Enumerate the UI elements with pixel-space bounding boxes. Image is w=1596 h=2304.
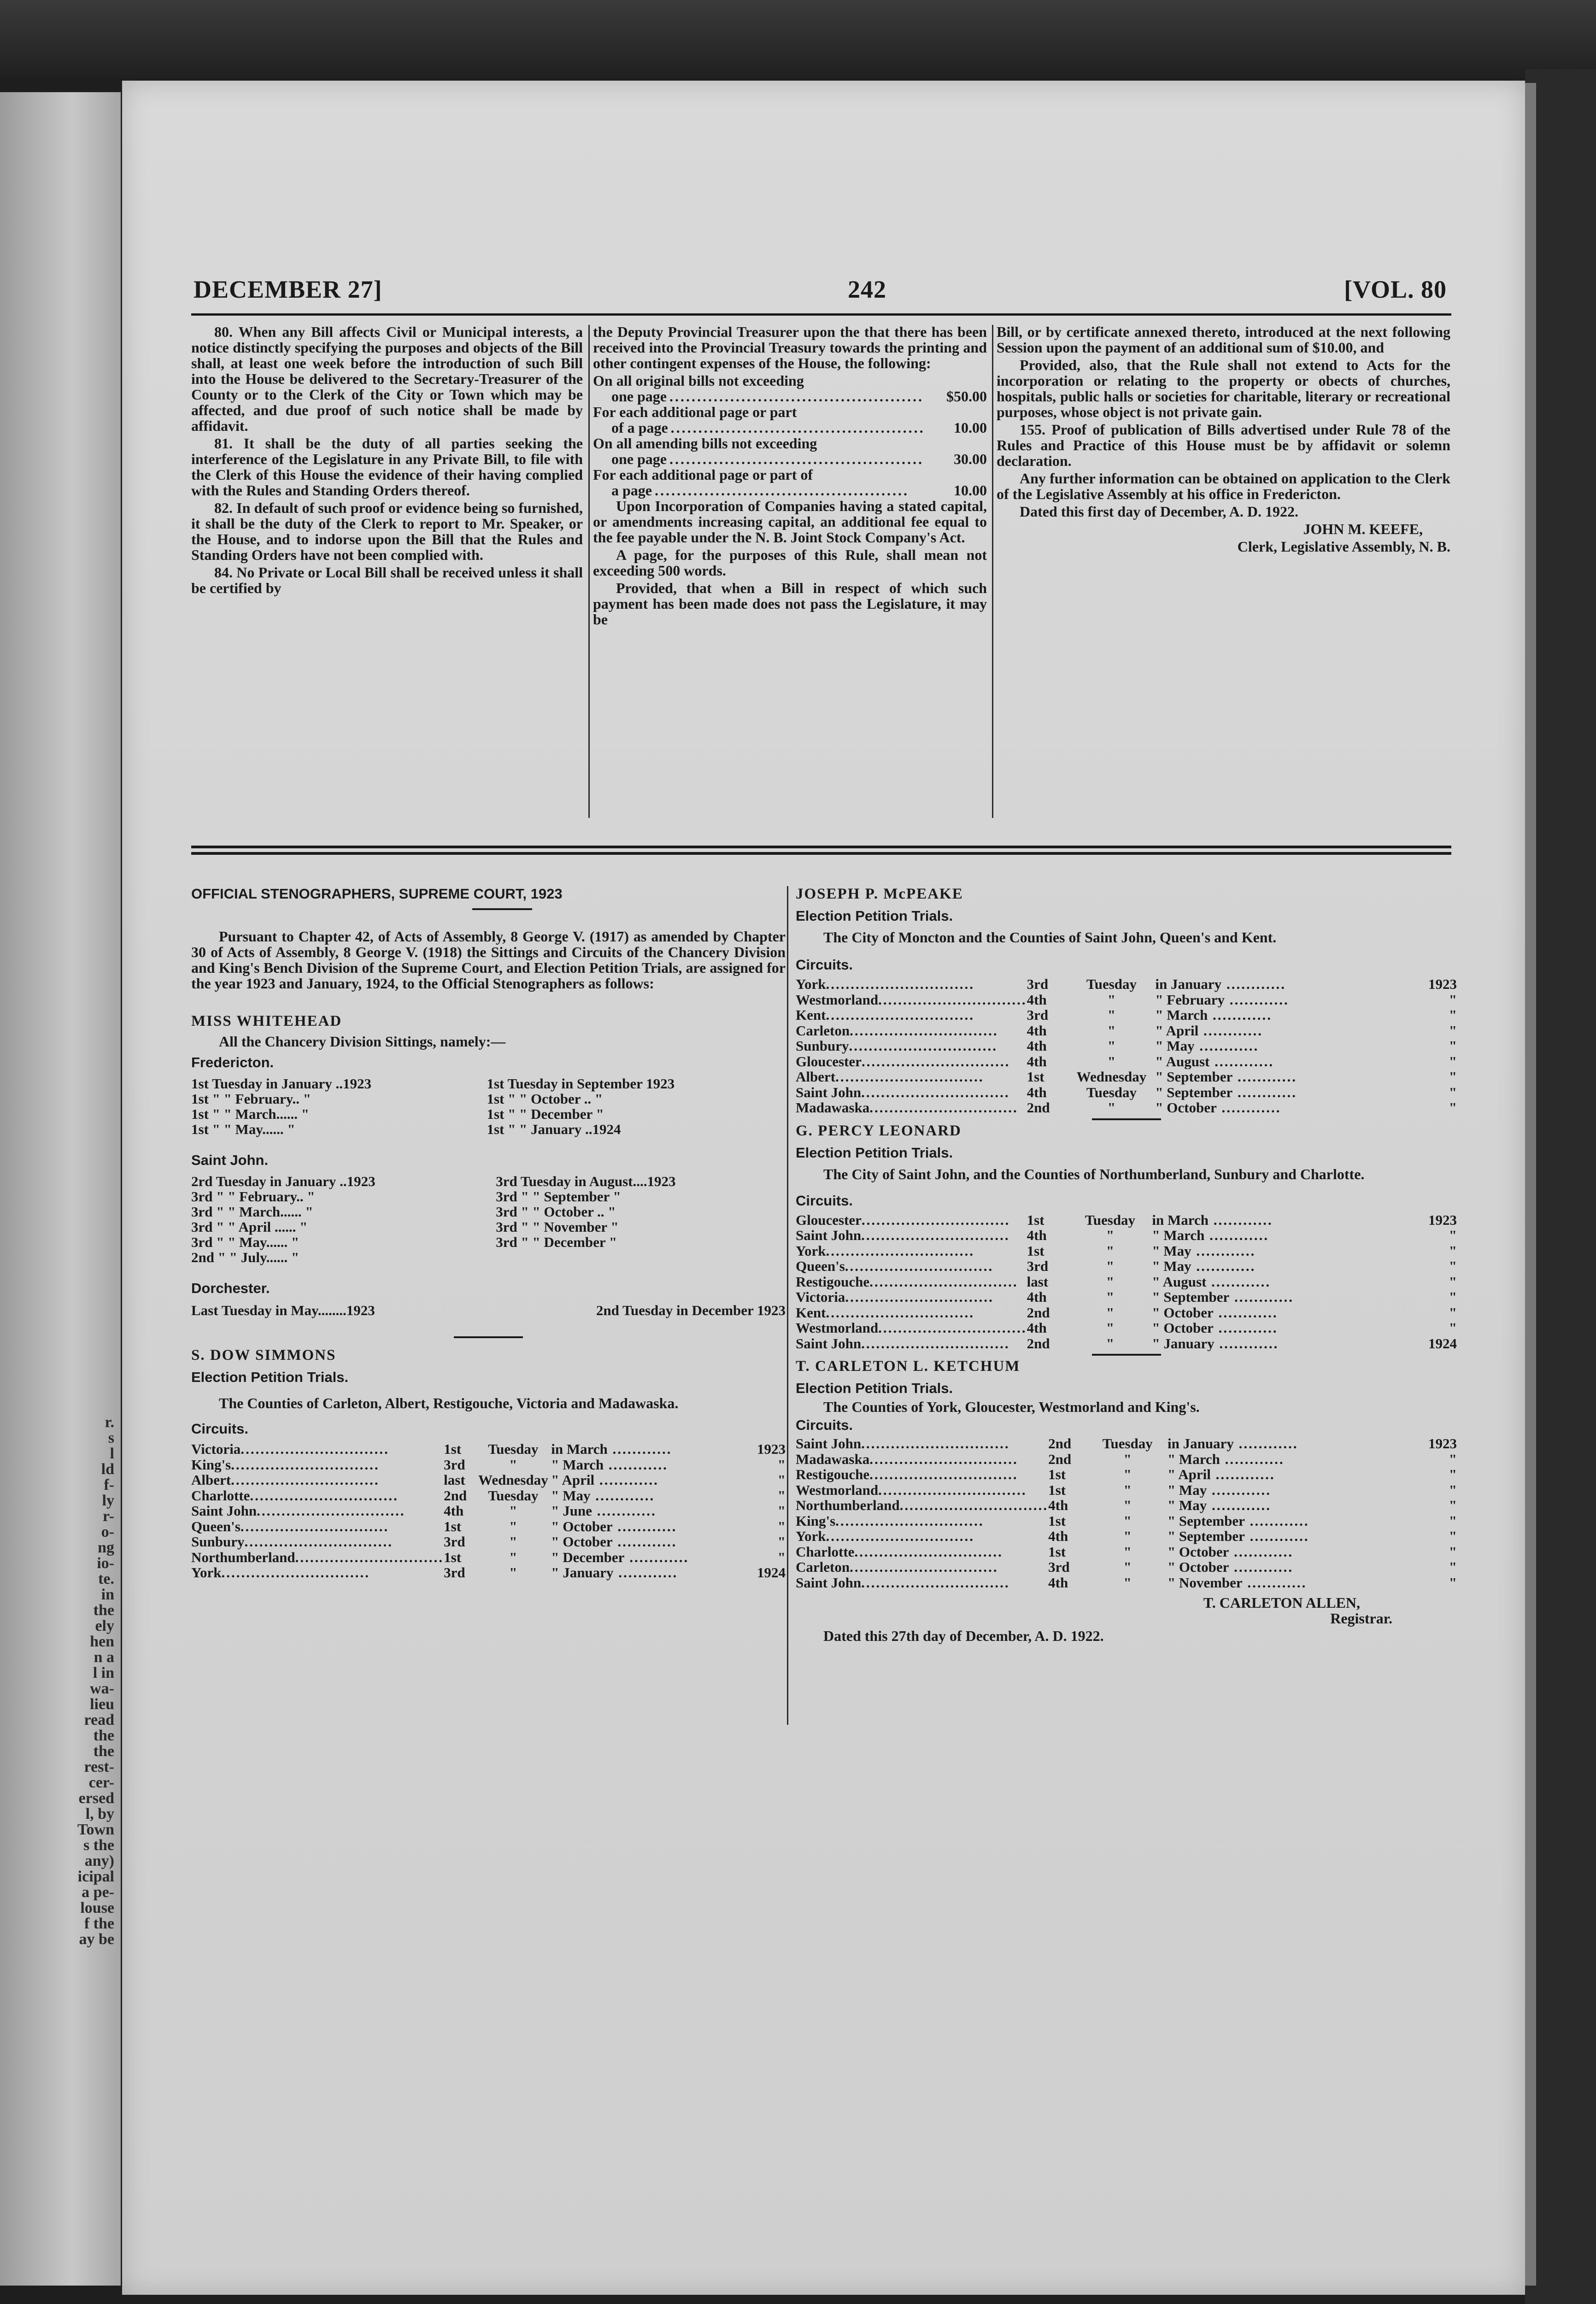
leonard-counties: The City of Saint John, and the Counties of Northumberland, Sunbury and Charlotte. bbox=[823, 1165, 1365, 1182]
previous-page-fragment: ersed bbox=[78, 1790, 114, 1807]
stenographers-intro: Pursuant to Chapter 42, of Acts of Assembly, 8 George V. (1917) as amended by Chapter 30 of Acts of Assembly, 8 George V. (1918) the Sittings and Circuits of the Chancery Division and King's Bench Division of the Supreme Court, and Election Petition Trials, are assigned for the year 1923 and January, 1924, to the Official Stenographers as follows: bbox=[191, 928, 786, 992]
bill-continuation: Bill, or by certificate annexed thereto, introduced at the next following Session upon the payment of an additional sum of $10.00, and bbox=[997, 323, 1450, 356]
rule-155: 155. Proof of publication of Bills advertised under Rule 78 of the Rules and Practice of this House must be by affidavit or solemn declaration. bbox=[997, 421, 1450, 469]
circuit-row: Saint John.............................. 4th " " November ............ " bbox=[796, 1575, 1457, 1590]
circuit-row: King's.............................. 3rd " " March ............ " bbox=[191, 1457, 786, 1472]
previous-page-fragment: io- bbox=[97, 1555, 114, 1572]
circuit-row: Albert.............................. last Wednesday " April ............ " bbox=[191, 1472, 786, 1488]
page-definition: A page, for the purposes of this Rule, shall mean not exceeding 500 words. bbox=[593, 547, 987, 579]
circuit-row: Westmorland.............................. 4th " " October ............ " bbox=[796, 1320, 1457, 1336]
circuit-row: Northumberland.............................. 4th " " May ............ " bbox=[796, 1498, 1457, 1513]
proviso: Provided, that when a Bill in respect of which such payment has been made does not pass the Legislature, it may be bbox=[593, 580, 987, 628]
circuit-row: York.............................. 3rd Tuesday in January ............ 1923 bbox=[796, 976, 1457, 992]
header-rule bbox=[191, 313, 1451, 316]
previous-page-fragment: hen bbox=[90, 1633, 114, 1650]
circuit-row: Gloucester.............................. 4th " " August ............ " bbox=[796, 1053, 1457, 1069]
circuit-row: Queen's.............................. 1st " " October ............ " bbox=[191, 1518, 786, 1534]
previous-page-fragment: l, by bbox=[85, 1805, 114, 1822]
previous-page-fragment: o- bbox=[101, 1523, 114, 1540]
mcpeake-counties: The City of Moncton and the Counties of Saint John, Queen's and Kent. bbox=[823, 929, 1277, 946]
circuit-row: York.............................. 1st " " May ............ " bbox=[796, 1243, 1457, 1258]
column-separator-2 bbox=[992, 325, 993, 818]
previous-page-fragment: cer- bbox=[88, 1774, 114, 1791]
circuit-row: Charlotte.............................. 2nd Tuesday " May ............ " bbox=[191, 1487, 786, 1503]
previous-page-fragment: f the bbox=[84, 1915, 114, 1932]
circuit-row: Sunbury.............................. 3rd " " October ............ " bbox=[191, 1534, 786, 1550]
section-divider-bottom bbox=[191, 852, 1451, 855]
leonard-name: G. PERCY LEONARD bbox=[796, 1122, 962, 1139]
section-divider-top bbox=[191, 846, 1451, 848]
circuit-row: Saint John.............................. 2nd Tuesday in January ............ 1923 bbox=[796, 1436, 1457, 1452]
simmons-circuits bbox=[191, 1441, 786, 1581]
simmons-counties: The Counties of Carleton, Albert, Restigouche, Victoria and Madawaska. bbox=[219, 1395, 679, 1411]
previous-page-fragment: a pe- bbox=[82, 1884, 114, 1901]
circuit-row: Kent.............................. 3rd " " March ............ " bbox=[796, 1007, 1457, 1023]
schedule-row: 1st " " March...... " 1st " " December " bbox=[191, 1106, 604, 1122]
previous-page-fragment: ng bbox=[98, 1539, 114, 1556]
saint-john-schedule bbox=[191, 1174, 786, 1265]
incorporation-fee: Upon Incorporation of Companies having a stated capital, or amendments increasing capital, an additional fee equal to the fee payable under the N. B. Joint Stock Company's Act. bbox=[593, 498, 987, 546]
circuit-row: Gloucester.............................. 1st Tuesday in March ............ 1923 bbox=[796, 1212, 1457, 1228]
previous-page-fragment: r. bbox=[105, 1414, 114, 1431]
schedule-row: 3rd " " April ...... " 3rd " " November " bbox=[191, 1219, 619, 1235]
previous-page-fragment: r- bbox=[102, 1508, 114, 1525]
simmons-name: S. DOW SIMMONS bbox=[191, 1347, 336, 1364]
previous-page-fragment: any) bbox=[84, 1852, 114, 1869]
dorchester-heading: Dorchester. bbox=[191, 1280, 270, 1296]
ketchum-circuits-heading: Circuits. bbox=[796, 1417, 853, 1433]
simmons-circuits-heading: Circuits. bbox=[191, 1421, 249, 1437]
previous-page-fragment: louse bbox=[80, 1899, 114, 1916]
dated-line: Dated this first day of December, A. D. 1922. bbox=[1020, 503, 1298, 520]
previous-page-fragment: wa- bbox=[90, 1680, 114, 1697]
previous-page-fragment: s bbox=[108, 1429, 114, 1446]
fredericton-schedule bbox=[191, 1076, 786, 1137]
mcpeake-circuits bbox=[796, 976, 1457, 1116]
mcpeake-circuits-heading: Circuits. bbox=[796, 957, 853, 973]
previous-page-fragment: ld bbox=[101, 1461, 114, 1478]
schedule-row: 3rd " " February.. " 3rd " " September " bbox=[191, 1188, 621, 1205]
rules-column-3 bbox=[997, 324, 1450, 556]
circuit-row: Madawaska.............................. 2nd " " March ............ " bbox=[796, 1451, 1457, 1467]
circuit-row: Victoria.............................. 1st Tuesday in March ............ 1923 bbox=[191, 1441, 786, 1457]
circuit-row: Albert.............................. 1st Wednesday " September ............ " bbox=[796, 1069, 1457, 1085]
registrar-dated: Dated this 27th day of December, A. D. 1922. bbox=[823, 1628, 1104, 1644]
signature-name: JOHN M. KEEFE, bbox=[1303, 521, 1423, 537]
scan-border-top bbox=[0, 0, 1596, 78]
dorchester-schedule: Last Tuesday in May........1923 2nd Tuesday in December 1923 bbox=[191, 1302, 786, 1318]
previous-page-edge bbox=[0, 92, 121, 2286]
ketchum-name: T. CARLETON L. KETCHUM bbox=[796, 1358, 1021, 1375]
header-page-number: 242 bbox=[848, 276, 886, 303]
proviso-also: Provided, also, that the Rule shall not extend to Acts for the incorporation or relating to the property or obects of churches, hospitals, public halls or societies for charitable, literary or recreational purposes, whose object is not private gain. bbox=[997, 357, 1450, 420]
schedule-row: 1st " " May...... " 1st " " January ..1924 bbox=[191, 1121, 621, 1137]
previous-page-fragment: Town bbox=[77, 1821, 114, 1838]
circuit-row: Victoria.............................. 4th " " September ............ " bbox=[796, 1289, 1457, 1305]
leonard-circuits bbox=[796, 1212, 1457, 1352]
previous-page-fragment: the bbox=[93, 1727, 114, 1744]
circuit-row: Saint John.............................. 4th " " June ............ " bbox=[191, 1503, 786, 1519]
registrar-title: Registrar. bbox=[1330, 1610, 1392, 1627]
circuit-row: Carleton.............................. 3rd " " October ............ " bbox=[796, 1559, 1457, 1575]
rule-84: 84. No Private or Local Bill shall be received unless it shall be certified by bbox=[191, 564, 583, 596]
schedule-row: 2rd Tuesday in January ..1923 3rd Tuesday in August....1923 bbox=[191, 1173, 676, 1189]
circuit-row: Sunbury.............................. 4th " " May ............ " bbox=[796, 1038, 1457, 1054]
previous-page-fragment: ay be bbox=[79, 1931, 114, 1948]
previous-page-fragment: icipal bbox=[77, 1868, 114, 1885]
stenographers-right-column bbox=[796, 886, 1457, 1644]
mcpeake-subtitle: Election Petition Trials. bbox=[796, 908, 953, 924]
circuit-row: Saint John.............................. 4th Tuesday " September ............ " bbox=[796, 1084, 1457, 1100]
schedule-row: 3rd " " March...... " 3rd " " October .. " bbox=[191, 1204, 616, 1220]
circuit-row: Westmorland.............................. 1st " " May ............ " bbox=[796, 1482, 1457, 1498]
previous-page-fragment: rest- bbox=[84, 1758, 114, 1775]
circuit-row: York.............................. 4th " " September ............ " bbox=[796, 1528, 1457, 1544]
circuit-row: Westmorland.............................. 4th " " February ............ " bbox=[796, 992, 1457, 1007]
previous-page-fragment: te. bbox=[98, 1570, 114, 1587]
signature-title: Clerk, Legislative Assembly, N. B. bbox=[1237, 538, 1450, 555]
circuit-row: Queen's.............................. 3rd " " May ............ " bbox=[796, 1258, 1457, 1274]
rules-column-2 bbox=[593, 324, 987, 629]
previous-page-fragment: ly bbox=[102, 1492, 114, 1509]
previous-page-fragment: l bbox=[110, 1445, 114, 1462]
stenographers-left-column bbox=[191, 886, 786, 1581]
ketchum-circuits bbox=[796, 1436, 1457, 1590]
previous-page-fragment: l in bbox=[93, 1664, 114, 1681]
whitehead-subtitle: All the Chancery Division Sittings, namely:— bbox=[219, 1033, 506, 1050]
previous-page-fragment: in bbox=[101, 1586, 114, 1603]
schedule-row: 1st " " February.. " 1st " " October .. " bbox=[191, 1091, 603, 1107]
circuit-row: Charlotte.............................. 1st " " October ............ " bbox=[796, 1544, 1457, 1559]
saint-john-heading: Saint John. bbox=[191, 1152, 269, 1168]
rule-82: 82. In default of such proof or evidence being so furnished, it shall be the duty of the Clerk to report to Mr. Speaker, or the House, and to indorse upon the Bill that the Rules and Standing Orders have not been complied with. bbox=[191, 500, 583, 563]
mcpeake-name: JOSEPH P. McPEAKE bbox=[796, 886, 963, 902]
column-separator-3 bbox=[787, 886, 788, 1725]
rules-column-1 bbox=[191, 324, 583, 598]
fee-item-3: On all amending bills not exceeding one page .............................................. 30.00 bbox=[593, 435, 987, 467]
leonard-subtitle: Election Petition Trials. bbox=[796, 1144, 953, 1161]
further-information: Any further information can be obtained on application to the Clerk of the Legislative Assembly at his office in Fredericton. bbox=[997, 470, 1450, 502]
rule-80: 80. When any Bill affects Civil or Municipal interests, a notice distinctly specifying the purposes and objects of the Bill shall, at least one week before the introduction of such Bill into the House be delivered to the Secretary-Treasurer of the County or to the Clerk of the City or Town which may be affected, and due proof of such notice shall be made by affidavit. bbox=[191, 323, 583, 434]
header-date: DECEMBER 27] bbox=[194, 276, 382, 303]
circuit-row: Restigouche.............................. last " " August ............ " bbox=[796, 1274, 1457, 1289]
fredericton-heading: Fredericton. bbox=[191, 1054, 274, 1070]
circuit-row: Kent.............................. 2nd " " October ............ " bbox=[796, 1305, 1457, 1320]
circuit-row: Saint John.............................. 4th " " March ............ " bbox=[796, 1228, 1457, 1243]
circuit-row: Restigouche.............................. 1st " " April ............ " bbox=[796, 1467, 1457, 1482]
circuit-row: Carleton.............................. 4th " " April ............ " bbox=[796, 1023, 1457, 1038]
header-volume: [VOL. 80 bbox=[1344, 276, 1447, 303]
leonard-circuits-heading: Circuits. bbox=[796, 1192, 853, 1209]
circuit-row: Northumberland.............................. 1st " " December ............ " bbox=[191, 1549, 786, 1565]
fees-intro: the Deputy Provincial Treasurer upon the that there has been received into the Provincial Treasury towards the printing and other contingent expenses of the House, the following: bbox=[593, 323, 987, 371]
rule-81: 81. It shall be the duty of all parties seeking the interference of the Legislature in any Private Bill, to file with the Clerk of this House the evidence of their having complied with the Rules and Standing Orders thereof. bbox=[191, 435, 583, 499]
whitehead-name: MISS WHITEHEAD bbox=[191, 1013, 342, 1029]
registrar-name: T. CARLETON ALLEN, bbox=[1203, 1594, 1360, 1611]
fee-item-1: On all original bills not exceeding one page .............................................. $50.00 bbox=[593, 372, 987, 405]
column-separator-1 bbox=[588, 325, 590, 818]
fee-item-4: For each additional page or part of a page .............................................. 10.00 bbox=[593, 466, 987, 499]
previous-page-fragment: n a bbox=[94, 1649, 114, 1666]
simmons-subtitle: Election Petition Trials. bbox=[191, 1369, 349, 1385]
schedule-row: 1st Tuesday in January ..1923 1st Tuesday in September 1923 bbox=[191, 1076, 675, 1092]
fee-item-2: For each additional page or part of a page .............................................. 10.00 bbox=[593, 404, 987, 436]
circuit-row: York.............................. 3rd " " January ............ 1924 bbox=[191, 1565, 786, 1581]
previous-page-fragment: the bbox=[93, 1743, 114, 1760]
ketchum-counties: The Counties of York, Gloucester, Westmorland and King's. bbox=[823, 1399, 1200, 1415]
previous-page-fragment: ely bbox=[95, 1617, 114, 1634]
previous-page-fragment: read bbox=[84, 1711, 114, 1728]
circuit-row: Saint John.............................. 2nd " " January ............ 1924 bbox=[796, 1335, 1457, 1351]
stenographers-title: OFFICIAL STENOGRAPHERS, SUPREME COURT, 1923 bbox=[191, 886, 563, 902]
circuit-row: Madawaska.............................. 2nd " " October ............ " bbox=[796, 1100, 1457, 1116]
ketchum-subtitle: Election Petition Trials. bbox=[796, 1380, 953, 1396]
circuit-row: King's.............................. 1st " " September ............ " bbox=[796, 1513, 1457, 1528]
schedule-row: 3rd " " May...... " 3rd " " December " bbox=[191, 1234, 617, 1250]
previous-page-fragment: s the bbox=[83, 1837, 114, 1854]
previous-page-fragment: the bbox=[93, 1602, 114, 1619]
document-page bbox=[122, 81, 1525, 2295]
page-header bbox=[194, 275, 1447, 312]
schedule-row: 2nd " " July...... " bbox=[191, 1249, 299, 1265]
previous-page-fragment: lieu bbox=[90, 1696, 114, 1713]
previous-page-fragment: f- bbox=[104, 1476, 114, 1493]
